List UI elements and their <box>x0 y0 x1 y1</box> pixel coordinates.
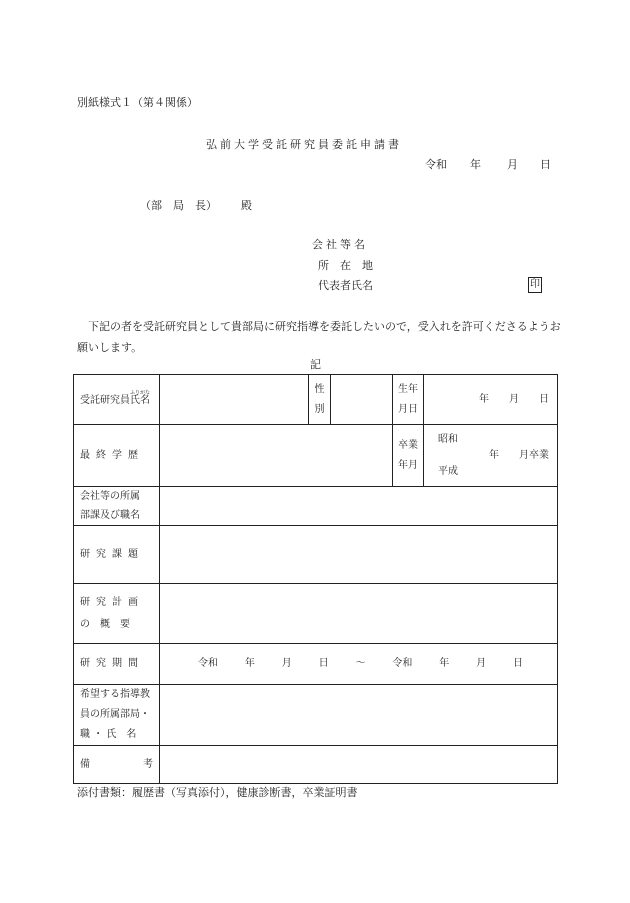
plan-label-cell <box>74 584 160 644</box>
period-end-year: 年 <box>439 658 450 669</box>
table-row <box>74 644 558 685</box>
graduation-value-cell[interactable] <box>424 425 558 487</box>
representative-label: 代表者氏名 <box>318 279 373 292</box>
table-row <box>74 425 558 487</box>
name-label-base: 氏名 <box>130 395 151 406</box>
period-start-day: 日 <box>318 658 329 669</box>
name-label-cell <box>74 375 160 425</box>
attachments-note: 添付書類：履歴書（写真添付），健康診断書，卒業証明書 <box>77 786 358 799</box>
education-value-cell[interactable] <box>160 425 393 487</box>
grad-era-heisei: 平成 <box>438 465 458 477</box>
table-row <box>74 375 558 425</box>
date-year-unit: 年 <box>470 158 481 171</box>
date-day-unit: 日 <box>540 158 551 171</box>
affiliation-label-cell <box>74 487 160 526</box>
advisor-label-line1: 希望する指導教 <box>80 689 150 700</box>
period-end-month: 月 <box>476 658 487 669</box>
period-label-cell: 研究期間 <box>74 644 160 685</box>
table-row <box>74 685 558 746</box>
period-value-cell[interactable] <box>160 644 558 685</box>
addressee-honorific: 殿 <box>241 199 252 212</box>
form-number-label: 別紙様式１（第４関係） <box>77 96 198 109</box>
date-era: 令和 <box>425 158 447 171</box>
graduation-label-cell <box>393 425 424 487</box>
remarks-value-cell[interactable] <box>160 746 558 784</box>
period-tilde: ～ <box>355 658 366 669</box>
document-title: 弘前大学受託研究員委託申請書 <box>206 138 402 151</box>
graduation-label-line1: 卒業 <box>398 439 418 451</box>
application-form-table <box>73 374 558 784</box>
advisor-label-line2: 員の所属部局・ <box>80 709 150 720</box>
date-month-unit: 月 <box>507 158 518 171</box>
graduation-label-line2: 年月 <box>398 459 418 471</box>
name-furigana: ふりがな <box>130 390 151 396</box>
topic-value-cell[interactable] <box>160 526 558 584</box>
table-row <box>74 526 558 584</box>
birth-label-line2: 月日 <box>398 403 418 415</box>
advisor-label-cell <box>74 685 160 746</box>
birth-label-line1: 生年 <box>398 383 418 395</box>
birth-label-cell <box>393 375 424 425</box>
gender-label: 性別 <box>314 383 325 415</box>
gender-label-cell <box>309 375 331 425</box>
period-end-day: 日 <box>513 658 523 669</box>
affiliation-label-line2: 部課及び職名 <box>80 510 140 521</box>
period-end-era: 令和 <box>392 658 413 669</box>
period-start-year: 年 <box>244 658 255 669</box>
remarks-label-cell <box>74 746 160 784</box>
ki-heading: 記 <box>310 358 321 371</box>
name-value-cell[interactable] <box>160 375 309 425</box>
education-label-cell: 最終学歴 <box>74 425 160 487</box>
period-start-era: 令和 <box>198 658 218 669</box>
seal-mark: 印 <box>528 277 542 293</box>
addressee-dept-head: （部 局 長） <box>140 199 217 212</box>
table-row <box>74 584 558 644</box>
grad-value: 年 月卒業 <box>489 449 549 461</box>
table-row <box>74 487 558 526</box>
advisor-label-line3: 職 ・ 氏 名 <box>80 729 137 740</box>
plan-label-line1: 研究計画 <box>80 596 144 608</box>
affiliation-label-line1: 会社等の所属 <box>80 491 140 502</box>
remarks-label-char2: 考 <box>143 758 153 770</box>
birth-value-cell[interactable]: 年 月 日 <box>424 375 558 425</box>
table-row <box>74 746 558 784</box>
advisor-value-cell[interactable] <box>160 685 558 746</box>
request-paragraph: 下記の者を受託研究員として貴部局に研究指導を委託したいので，受入れを許可くださるようお願いします。 <box>77 320 561 354</box>
affiliation-value-cell[interactable] <box>160 487 558 526</box>
address-label: 所 在 地 <box>318 259 373 272</box>
grad-era-showa: 昭和 <box>438 433 458 445</box>
period-start-month: 月 <box>281 658 292 669</box>
period-line <box>166 656 551 672</box>
name-label-ruby <box>130 390 151 406</box>
name-label-prefix: 受託研究員 <box>80 395 130 406</box>
plan-label-line2: の 概 要 <box>80 618 130 630</box>
company-name-label: 会社等名 <box>312 238 368 251</box>
plan-value-cell[interactable] <box>160 584 558 644</box>
remarks-label <box>80 757 153 773</box>
remarks-label-char1: 備 <box>80 758 90 770</box>
gender-value-cell[interactable] <box>331 375 393 425</box>
topic-label-cell: 研究課題 <box>74 526 160 584</box>
